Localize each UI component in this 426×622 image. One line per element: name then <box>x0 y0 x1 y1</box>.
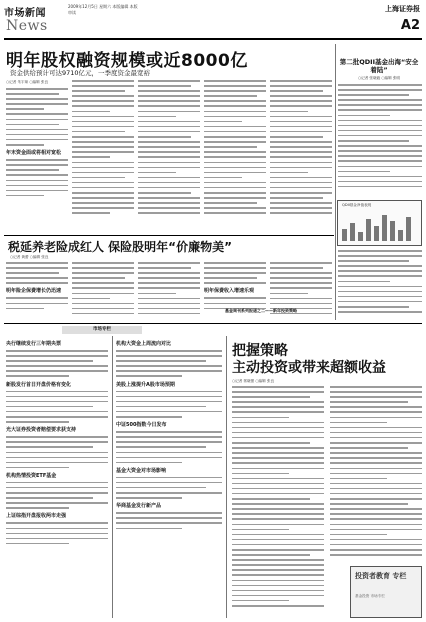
ad-title: 投资者教育 专栏 <box>355 572 407 580</box>
lower-left-item-4: 机构热情投资ETF基金 <box>6 472 57 479</box>
column-divider-right <box>335 44 336 320</box>
lead-section-head: 年末资金面或将相对宽松 <box>6 150 62 157</box>
second-col-2 <box>72 262 134 320</box>
sidebar-text-lower <box>338 250 422 320</box>
masthead <box>4 2 422 38</box>
lead-byline: ○记者 朱宇琛 ○编辑 张良 <box>6 80 49 84</box>
series-label: 基金周刊系列报道之二——新年投资策略 <box>225 308 297 313</box>
section-name: 市场新闻 <box>4 8 46 19</box>
sidebar-headline: 第二批QDII基金出海“安全着陆” <box>339 58 419 74</box>
issue-meta: 2009年12月5日 星期六 本版编辑 本版审读 <box>68 4 138 15</box>
second-col-1 <box>6 262 68 320</box>
lead-subheadline: 资金供给预计可达9710亿元，一季度资金最宽裕 <box>10 69 151 77</box>
page-number: A2 <box>400 18 420 33</box>
sidebar-byline: ○记者 张晓毅 ○编辑 张明 <box>357 76 401 80</box>
lower-mid-item-5: 华商基金发行新产品 <box>116 503 162 510</box>
lower-left-item-1: 央行继续发行三年期央票 <box>6 341 62 347</box>
second-headline: 税延养老险成红人 保险股明年“价廉物美” <box>8 240 232 254</box>
lead-col-3 <box>138 80 200 230</box>
second-section-head-2: 明年保费收入增速乐观 <box>204 288 255 295</box>
lead-col-1 <box>6 80 68 230</box>
lower-mid-item-1: 机构大资金上周流向对比 <box>116 341 172 347</box>
sidebar-chart <box>337 200 422 246</box>
lower-mid-item-2: 美股上涨提升A股市场预期 <box>116 381 175 388</box>
ad-box <box>350 566 422 618</box>
third-headline <box>232 343 422 377</box>
lower-rule <box>4 323 422 324</box>
lower-middle-column <box>116 338 222 618</box>
lower-left-column <box>6 338 108 618</box>
lower-mid-item-3: 中证500指数今日发布 <box>116 422 167 429</box>
second-section-head-1: 明年险企保费增长仍迅速 <box>6 288 62 295</box>
lower-left-item-5: 上证综指开盘报收两市走强 <box>6 513 67 520</box>
top-rule <box>4 38 422 40</box>
third-col-1 <box>232 386 324 618</box>
news-word: News <box>6 18 48 34</box>
lower-divider-1 <box>112 336 113 618</box>
lower-banner: 市场专栏 <box>62 326 142 334</box>
lower-left-item-2: 新股发行首日开盘价格有变化 <box>6 381 72 388</box>
lower-mid-item-4: 基金大资金对市场影响 <box>116 467 167 474</box>
lead-col-2 <box>72 80 134 230</box>
ad-subtitle: 基金投资 市场专栏 <box>355 594 385 598</box>
lead-col-5 <box>270 80 332 230</box>
paper-name: 上海证券报 <box>385 5 420 13</box>
lower-left-item-3: 光大证券投资者赔偿要求获支持 <box>6 427 77 434</box>
chart-bars <box>342 211 418 241</box>
lower-divider-2 <box>226 336 227 618</box>
sidebar-text <box>338 84 422 196</box>
second-byline: ○记者 黄蕾 ○编辑 张良 <box>10 255 49 259</box>
third-headline-text: 把握策略 主动投资或带来超额收益 <box>232 343 386 376</box>
third-byline: ○记者 郭晓蕾 ○编辑 张良 <box>232 379 275 383</box>
lead-headline: 明年股权融资规模或近8000亿 <box>6 51 248 71</box>
chart-caption: QDII基金净值表现 <box>342 203 372 207</box>
second-col-3 <box>138 262 200 320</box>
third-col-2 <box>330 386 422 562</box>
mid-rule <box>4 235 334 236</box>
lead-col-4 <box>204 80 266 230</box>
